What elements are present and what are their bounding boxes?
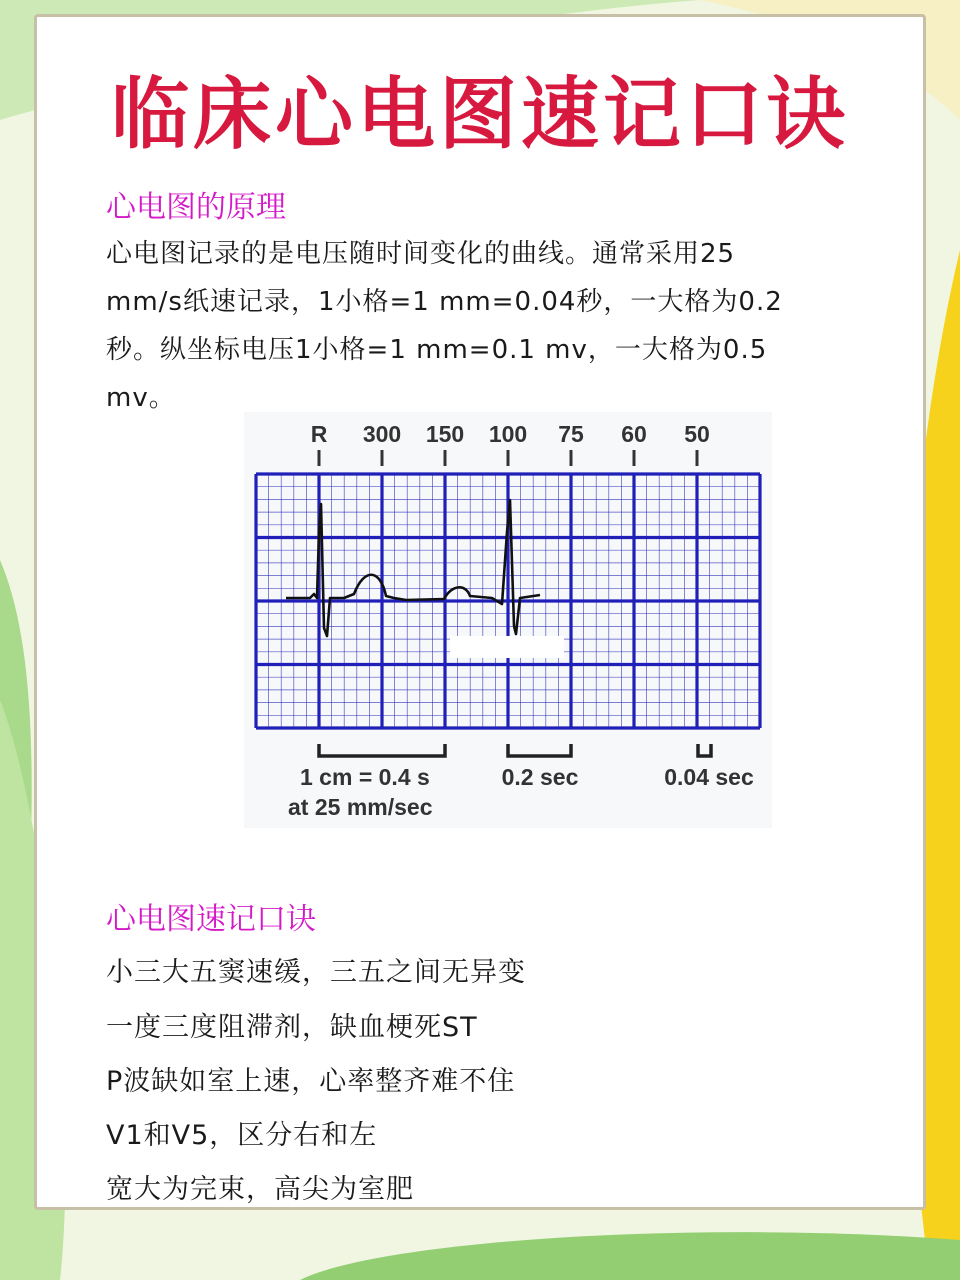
scale-label-0.04sec: 0.04 sec [664, 764, 754, 790]
scale-label-0.2sec: 0.2 sec [501, 764, 579, 790]
ecg-grid-svg [244, 412, 772, 828]
grid-blank-patch [450, 636, 564, 658]
rate-label: R [310, 421, 328, 447]
mnemonic-line: P波缺如室上速，心率整齐难不住 [106, 1066, 516, 1097]
scale-bracket-0.04sec [698, 744, 711, 756]
mnemonic-line: 一度三度阻滞剂，缺血梗死ST [106, 1012, 478, 1043]
scale-label-1cm-sub: at 25 mm/sec [288, 794, 433, 820]
ecg-trace [286, 500, 540, 636]
ecg-figure [244, 412, 772, 828]
rate-label: 150 [425, 421, 465, 447]
principle-paragraph: 心电图记录的是电压随时间变化的曲线。通常采用25 mm/s纸速记录，1小格=1 mm=0.04秒，一大格为0.2 秒。纵坐标电压1小格=1 mm=0.1 mv，一大格为0.5 mv。 [106, 239, 783, 413]
section-heading-mnemonic: 心电图速记口诀 [106, 902, 316, 937]
scale-bracket-0.2sec [508, 744, 571, 756]
scale-label-1cm: 1 cm = 0.4 s [300, 764, 430, 790]
mnemonic-line: 宽大为完束，高尖为室肥 [106, 1174, 414, 1205]
rate-label: 300 [362, 421, 402, 447]
section-heading-principle: 心电图的原理 [106, 190, 286, 225]
rate-label: 60 [621, 421, 647, 447]
rate-label: 50 [684, 421, 710, 447]
rate-label: 100 [488, 421, 528, 447]
rate-label: 75 [558, 421, 584, 447]
scale-bracket-1cm [319, 744, 445, 756]
mnemonic-line: 小三大五窦速缓，三五之间无异变 [106, 957, 526, 988]
mnemonic-line: V1和V5，区分右和左 [106, 1120, 378, 1151]
page-title: 临床心电图速记口诀 [110, 70, 849, 160]
